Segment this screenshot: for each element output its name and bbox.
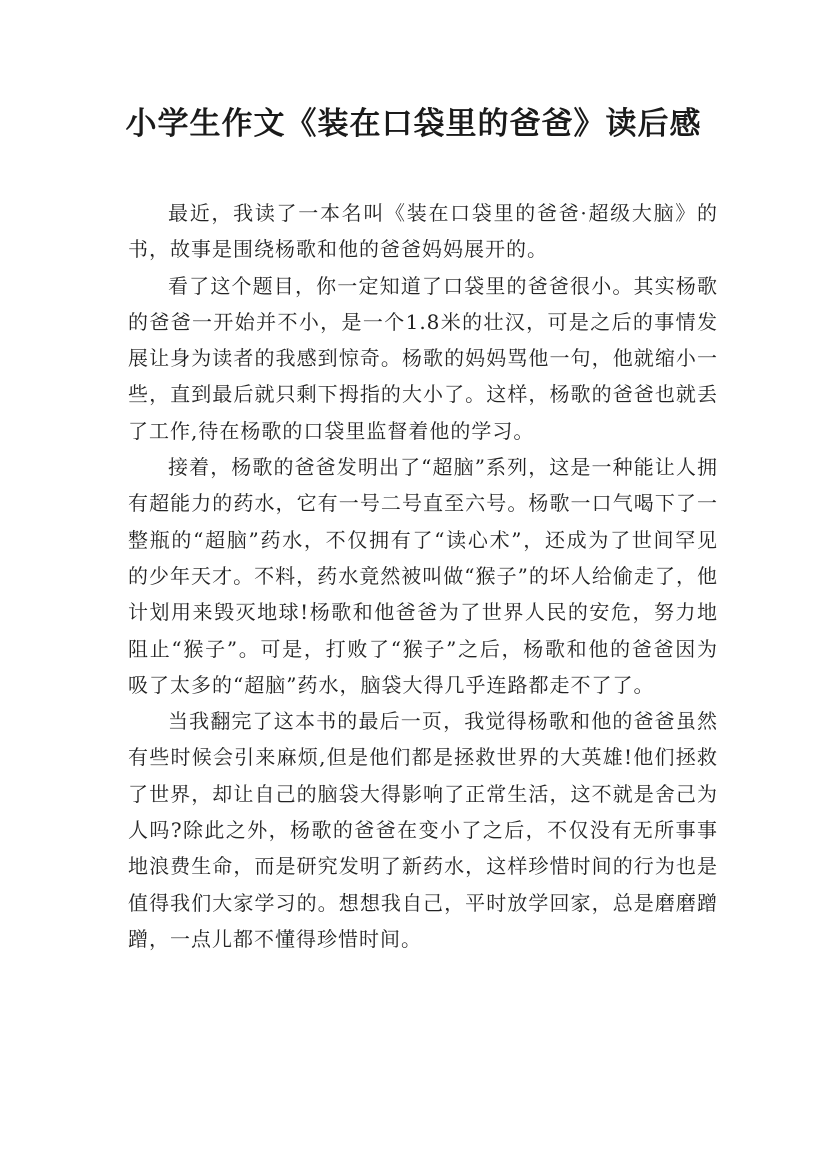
paragraph-1: 最近，我读了一本名叫《装在口袋里的爸爸·超级大脑》的书，故事是围绕杨歌和他的爸爸妈妈展开的。 bbox=[128, 201, 718, 262]
paragraph-2: 看了这个题目，你一定知道了口袋里的爸爸很小。其实杨歌的爸爸一开始并不小，是一个1.8米的壮汉，可是之后的事情发展让身为读者的我感到惊奇。杨歌的妈妈骂他一句，他就缩小一些，直到最后就只剩下拇指的大小了。这样，杨歌的爸爸也就丢了工作,待在杨歌的口袋里监督着他的学习。 bbox=[128, 273, 718, 443]
essay-body bbox=[128, 195, 718, 957]
paragraph-4: 当我翻完了这本书的最后一页，我觉得杨歌和他的爸爸虽然有些时候会引来麻烦,但是他们都是拯救世界的大英雄!他们拯救了世界，却让自己的脑袋大得影响了正常生活，这不就是舍己为人吗?除此之外，杨歌的爸爸在变小了之后，不仅没有无所事事地浪费生命，而是研究发明了新药水，这样珍惜时间的行为也是值得我们大家学习的。想想我自己，平时放学回家，总是磨磨蹭蹭，一点儿都不懂得珍惜时间。 bbox=[128, 709, 718, 951]
page-title: 小学生作文《装在口袋里的爸爸》读后感 bbox=[125, 106, 702, 142]
paragraph-3: 接着，杨歌的爸爸发明出了“超脑”系列，这是一种能让人拥有超能力的药水，它有一号二号直至六号。杨歌一口气喝下了一整瓶的“超脑”药水，不仅拥有了“读心术”，还成为了世间罕见的少年天才。不料，药水竟然被叫做“猴子”的坏人给偷走了，他计划用来毁灭地球!杨歌和他爸爸为了世界人民的安危，努力地阻止“猴子”。可是，打败了“猴子”之后，杨歌和他的爸爸因为吸了太多的“超脑”药水，脑袋大得几乎连路都走不了了。 bbox=[128, 455, 718, 697]
